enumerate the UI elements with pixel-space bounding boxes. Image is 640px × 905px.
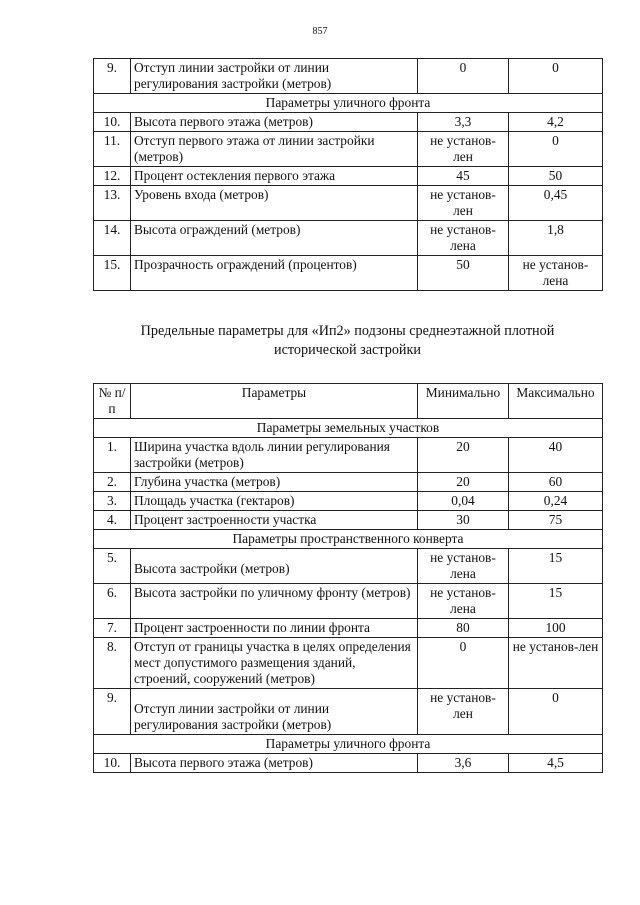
row-parameter: Глубина участка (метров) <box>131 473 418 492</box>
row-min-value: 3,3 <box>418 113 509 132</box>
row-number: 13. <box>94 186 131 221</box>
table-row <box>94 473 603 492</box>
row-parameter: Процент застроенности по линии фронта <box>131 619 418 638</box>
table-section-row <box>94 94 603 113</box>
row-parameter: Высота ограждений (метров) <box>131 221 418 256</box>
row-min-value: 0 <box>418 59 509 94</box>
row-number: 4. <box>94 511 131 530</box>
row-parameter: Ширина участка вдоль линии регулирования застройки (метров) <box>131 438 418 473</box>
parameters-table-continued <box>93 58 603 291</box>
row-min-value: 0,04 <box>418 492 509 511</box>
row-max-value: 60 <box>509 473 603 492</box>
table-row <box>94 689 603 735</box>
table-row <box>94 619 603 638</box>
row-parameter: Высота первого этажа (метров) <box>131 754 418 773</box>
row-number: 15. <box>94 256 131 291</box>
row-parameter: Процент остекления первого этажа <box>131 167 418 186</box>
section-heading-line: исторической застройки <box>273 342 421 358</box>
row-parameter: Высота первого этажа (метров) <box>131 113 418 132</box>
row-min-value: 20 <box>418 438 509 473</box>
row-number: 7. <box>94 619 131 638</box>
row-number: 5. <box>94 549 131 584</box>
row-max-value: 0 <box>509 689 603 735</box>
row-max-value: 0 <box>509 59 603 94</box>
table-row <box>94 113 603 132</box>
row-number: 10. <box>94 113 131 132</box>
row-max-value: 40 <box>509 438 603 473</box>
row-number: 11. <box>94 132 131 167</box>
table-section-row <box>94 735 603 754</box>
row-min-value: не установ-лен <box>418 132 509 167</box>
row-max-value: 100 <box>509 619 603 638</box>
section-title: Параметры пространственного конверта <box>94 530 603 549</box>
row-number: 14. <box>94 221 131 256</box>
row-max-value: не установ-лен <box>509 638 603 689</box>
row-parameter: Отступ первого этажа от линии застройки (метров) <box>131 132 418 167</box>
row-parameter: Отступ линии застройки от линии регулирования застройки (метров) <box>131 59 418 94</box>
table-row <box>94 754 603 773</box>
row-max-value: 4,2 <box>509 113 603 132</box>
row-min-value: не установ-лена <box>418 549 509 584</box>
row-parameter: Уровень входа (метров) <box>131 186 418 221</box>
row-min-value: 30 <box>418 511 509 530</box>
row-min-value: 20 <box>418 473 509 492</box>
row-max-value: 1,8 <box>509 221 603 256</box>
row-parameter: Высота застройки (метров) <box>131 549 418 584</box>
section-heading <box>93 322 602 360</box>
header-min: Минимально <box>418 384 509 419</box>
table-row <box>94 221 603 256</box>
row-number: 3. <box>94 492 131 511</box>
row-parameter: Отступ от границы участка в целях определения мест допустимого размещения зданий, строений, сооружений (метров) <box>131 638 418 689</box>
row-max-value: 75 <box>509 511 603 530</box>
parameters-table-body <box>94 59 603 291</box>
row-max-value: 0,24 <box>509 492 603 511</box>
section-title: Параметры земельных участков <box>94 419 603 438</box>
parameters-table-ip2 <box>93 383 603 773</box>
page-number: 857 <box>312 26 328 37</box>
section-title: Параметры уличного фронта <box>94 94 603 113</box>
table-row <box>94 584 603 619</box>
section-heading-line: Предельные параметры для «Ип2» подзоны среднеэтажной плотной <box>140 323 555 339</box>
row-max-value: 4,5 <box>509 754 603 773</box>
section-title: Параметры уличного фронта <box>94 735 603 754</box>
row-min-value: 50 <box>418 256 509 291</box>
row-min-value: не установ-лен <box>418 186 509 221</box>
header-param: Параметры <box>131 384 418 419</box>
row-number: 2. <box>94 473 131 492</box>
row-min-value: не установ-лена <box>418 221 509 256</box>
row-max-value: 0,45 <box>509 186 603 221</box>
row-min-value: 80 <box>418 619 509 638</box>
table-row <box>94 549 603 584</box>
table-row <box>94 438 603 473</box>
row-parameter: Площадь участка (гектаров) <box>131 492 418 511</box>
row-max-value: 15 <box>509 549 603 584</box>
row-number: 10. <box>94 754 131 773</box>
row-parameter: Прозрачность ограждений (процентов) <box>131 256 418 291</box>
row-number: 6. <box>94 584 131 619</box>
row-max-value: не установ-лена <box>509 256 603 291</box>
row-min-value: 3,6 <box>418 754 509 773</box>
table-row <box>94 59 603 94</box>
table-header-row <box>94 384 603 419</box>
row-number: 9. <box>94 59 131 94</box>
row-min-value: 0 <box>418 638 509 689</box>
row-min-value: не установ-лена <box>418 584 509 619</box>
table-row <box>94 511 603 530</box>
table-row <box>94 132 603 167</box>
header-max: Максимально <box>509 384 603 419</box>
row-max-value: 50 <box>509 167 603 186</box>
table-section-row <box>94 419 603 438</box>
row-parameter: Процент застроенности участка <box>131 511 418 530</box>
row-number: 8. <box>94 638 131 689</box>
row-min-value: 45 <box>418 167 509 186</box>
header-num: № п/п <box>94 384 131 419</box>
row-min-value: не установ-лен <box>418 689 509 735</box>
table-row <box>94 638 603 689</box>
table-row <box>94 186 603 221</box>
row-number: 12. <box>94 167 131 186</box>
row-max-value: 0 <box>509 132 603 167</box>
row-number: 1. <box>94 438 131 473</box>
row-parameter: Отступ линии застройки от линии регулирования застройки (метров) <box>131 689 418 735</box>
row-max-value: 15 <box>509 584 603 619</box>
row-parameter: Высота застройки по уличному фронту (метров) <box>131 584 418 619</box>
row-number: 9. <box>94 689 131 735</box>
table-row <box>94 167 603 186</box>
table-row <box>94 256 603 291</box>
parameters-table-body <box>94 419 603 773</box>
table-row <box>94 492 603 511</box>
table-section-row <box>94 530 603 549</box>
